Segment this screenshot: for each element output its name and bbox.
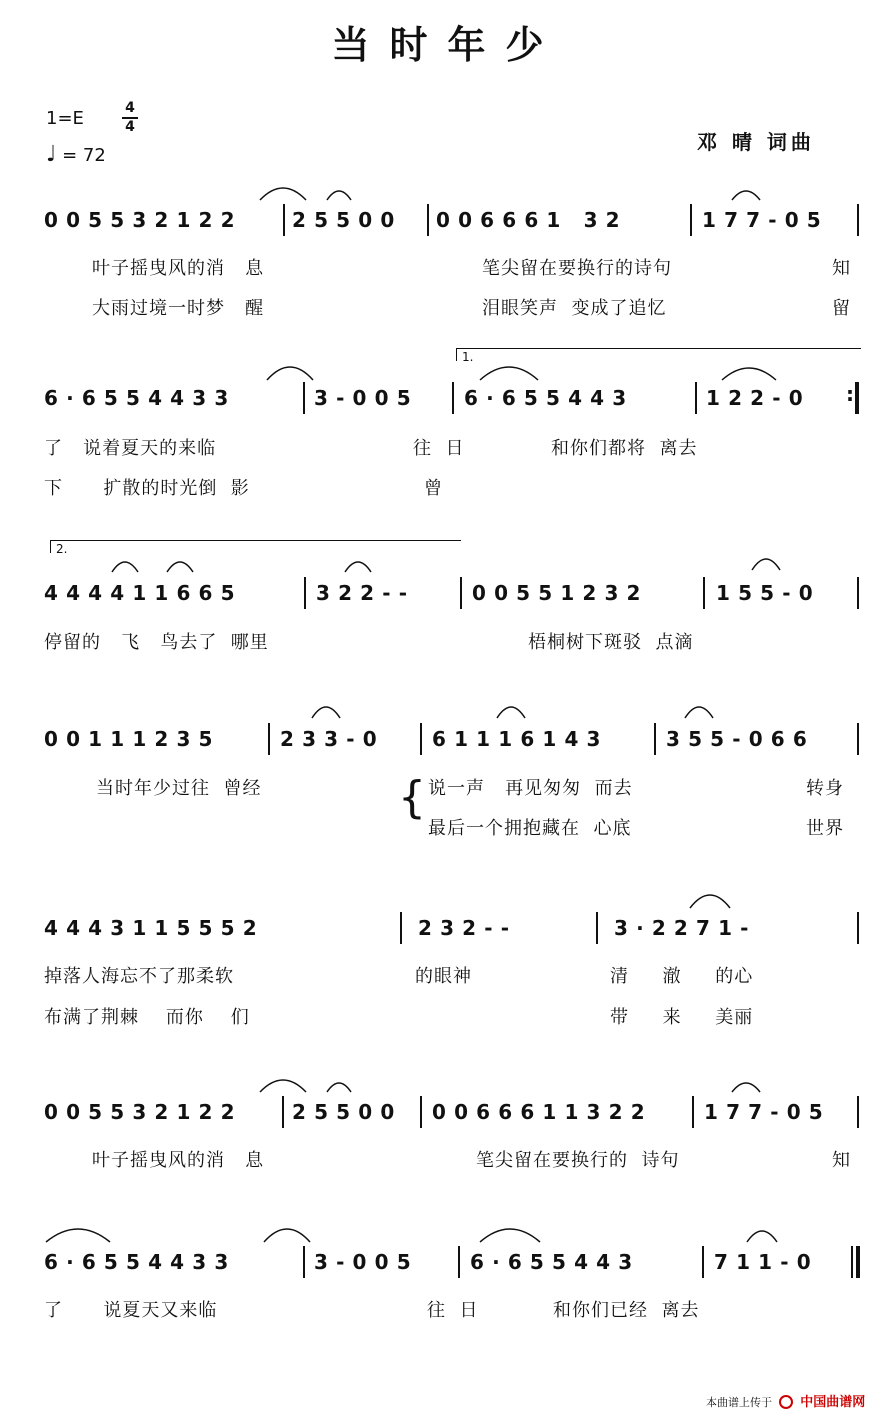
barline	[420, 1096, 422, 1128]
lyric-verse1: 了 说着夏天的来临	[44, 438, 217, 459]
measure-26-notes: 3 - 0 0 5	[314, 1250, 412, 1274]
measure-24-notes: 1 7 7 - 0 5	[704, 1100, 824, 1124]
lyric-verse2: 带 来 美丽	[610, 1007, 754, 1028]
measure-18-notes: 2 3 2 - -	[418, 916, 510, 940]
barline	[702, 1246, 704, 1278]
footer-text: 本曲谱上传于	[706, 1396, 772, 1409]
lyric-verse1: 当时年少过往 曾经	[96, 778, 262, 799]
measure-15-notes: 6 1 1 1 6 1 4 3	[432, 727, 602, 751]
barline	[857, 577, 859, 609]
barline	[303, 1246, 305, 1278]
lyric-verse1: 和你们都将 离去	[551, 438, 698, 459]
measure-2-notes: 2 5 5 0 0	[292, 208, 395, 232]
measure-28-notes: 7 1 1 - 0	[714, 1250, 812, 1274]
slur	[265, 360, 315, 382]
time-signature-top: 4	[125, 100, 135, 116]
barline	[654, 723, 656, 755]
key-signature: 1=E	[46, 108, 84, 129]
measure-25-notes: 6 · 6 5 5 4 4 3 3	[44, 1250, 229, 1274]
lyric-verse1: 掉落人海忘不了那柔软	[44, 966, 234, 987]
measure-10-notes: 3 2 2 - -	[316, 581, 408, 605]
barline	[857, 1096, 859, 1128]
final-barline-thick	[856, 1246, 860, 1278]
lyric-verse1: 说一声 再见匆匆 而去	[428, 778, 633, 799]
slur	[110, 556, 140, 574]
barline	[703, 577, 705, 609]
measure-16-notes: 3 5 5 - 0 6 6	[666, 727, 808, 751]
lyric-verse1: 和你们已经 离去	[553, 1300, 700, 1321]
repeat-sign: :	[846, 382, 854, 406]
site-logo-text: 中国曲谱网	[800, 1395, 866, 1410]
slur	[325, 1078, 353, 1094]
time-signature-bottom: 4	[125, 118, 135, 135]
measure-12-notes: 1 5 5 - 0	[716, 581, 814, 605]
measure-17-notes: 4 4 4 3 1 1 5 5 5 2	[44, 916, 258, 940]
verse-brace: {	[398, 772, 426, 823]
lyric-verse1: 了 说夏天又来临	[44, 1300, 218, 1321]
measure-21-notes: 0 0 5 5 3 2 1 2 2	[44, 1100, 236, 1124]
slur	[730, 186, 762, 202]
lyric-verse1: 往 日	[427, 1300, 479, 1321]
lyric-verse2: 泪眼笑声 变成了追忆	[482, 298, 667, 319]
slur	[745, 1224, 779, 1244]
lyric-verse1: 笔尖留在要换行的诗句	[482, 258, 672, 279]
slur	[750, 552, 782, 572]
measure-4-notes: 1 7 7 - 0 5	[702, 208, 822, 232]
tempo-value: = 72	[62, 145, 106, 166]
measure-3-notes: 0 0 6 6 6 1 3 2	[436, 208, 621, 232]
lyric-verse1: 清 澈 的心	[610, 966, 754, 987]
measure-19-notes: 3 · 2 2 7 1 -	[614, 916, 750, 940]
barline	[452, 382, 454, 414]
lyric-verse2: 布满了荆棘 而你 们	[44, 1007, 250, 1028]
slur	[720, 362, 778, 382]
measure-8-notes: 1 2 2 - 0	[706, 386, 804, 410]
lyric-verse1: 梧桐树下斑驳 点滴	[528, 632, 694, 653]
slur	[262, 1222, 312, 1244]
barline	[303, 382, 305, 414]
slur	[325, 186, 353, 202]
barline	[695, 382, 697, 414]
slur	[478, 1222, 542, 1244]
measure-5-notes: 6 · 6 5 5 4 4 3 3	[44, 386, 229, 410]
footer-watermark	[706, 1391, 865, 1410]
slur	[478, 360, 540, 382]
lyric-verse2: 大雨过境一时梦 醒	[92, 298, 265, 319]
volta-bracket-2	[50, 540, 461, 553]
lyric-verse1: 叶子摇曳风的消 息	[92, 1150, 265, 1171]
barline	[857, 723, 859, 755]
measure-6-notes: 3 - 0 0 5	[314, 386, 412, 410]
barline	[596, 912, 598, 944]
barline	[400, 912, 402, 944]
slur	[44, 1222, 112, 1244]
measure-9-notes: 4 4 4 4 1 1 6 6 5	[44, 581, 236, 605]
slur	[688, 888, 732, 910]
lyric-verse2: 最后一个拥抱藏在 心底	[428, 818, 632, 839]
barline	[690, 204, 692, 236]
barline	[268, 723, 270, 755]
barline	[304, 577, 306, 609]
lyric-verse1: 知	[832, 258, 851, 279]
measure-11-notes: 0 0 5 5 1 2 3 2	[472, 581, 642, 605]
measure-22-notes: 2 5 5 0 0	[292, 1100, 395, 1124]
lyric-verse1: 笔尖留在要换行的 诗句	[476, 1150, 680, 1171]
measure-14-notes: 2 3 3 - 0	[280, 727, 378, 751]
measure-1-notes: 0 0 5 5 3 2 1 2 2	[44, 208, 236, 232]
site-logo-icon	[779, 1395, 793, 1409]
lyric-verse2: 留	[832, 298, 851, 319]
lyric-verse2: 世界	[806, 818, 844, 839]
barline	[857, 912, 859, 944]
barline	[282, 1096, 284, 1128]
lyric-verse1: 知	[832, 1150, 851, 1171]
slur	[258, 182, 308, 202]
credit-line: 邓 晴 词曲	[697, 130, 815, 154]
lyric-verse2: 曾	[424, 478, 443, 499]
lyric-verse1: 停留的 飞 鸟去了 哪里	[44, 632, 269, 653]
slur	[495, 700, 527, 720]
slur	[258, 1074, 308, 1094]
slur	[730, 1078, 762, 1094]
slur	[683, 700, 715, 720]
slur	[165, 556, 195, 574]
measure-13-notes: 0 0 1 1 1 2 3 5	[44, 727, 214, 751]
lyric-verse1: 往 日	[413, 438, 465, 459]
barline	[692, 1096, 694, 1128]
lyric-verse1: 叶子摇曳风的消 息	[92, 258, 265, 279]
measure-7-notes: 6 · 6 5 5 4 4 3	[464, 386, 627, 410]
time-signature	[122, 101, 138, 135]
barline	[427, 204, 429, 236]
lyric-verse1: 的眼神	[415, 966, 472, 987]
barline	[283, 204, 285, 236]
tempo-marking	[46, 142, 106, 167]
barline	[458, 1246, 460, 1278]
measure-27-notes: 6 · 6 5 5 4 4 3	[470, 1250, 633, 1274]
barline	[857, 204, 859, 236]
measure-23-notes: 0 0 6 6 6 1 1 3 2 2	[432, 1100, 646, 1124]
barline	[420, 723, 422, 755]
quarter-note-icon: ♩	[46, 142, 57, 167]
slur	[310, 700, 342, 720]
volta-number: 1.	[462, 350, 474, 364]
lyric-verse1: 转身	[806, 778, 844, 799]
volta-number: 2.	[56, 542, 68, 556]
repeat-barline	[855, 382, 859, 414]
lyric-verse2: 下 扩散的时光倒 影	[44, 478, 250, 499]
song-title: 当时年少	[331, 23, 564, 67]
barline	[460, 577, 462, 609]
final-barline-thin	[851, 1246, 853, 1278]
slur	[343, 556, 373, 574]
